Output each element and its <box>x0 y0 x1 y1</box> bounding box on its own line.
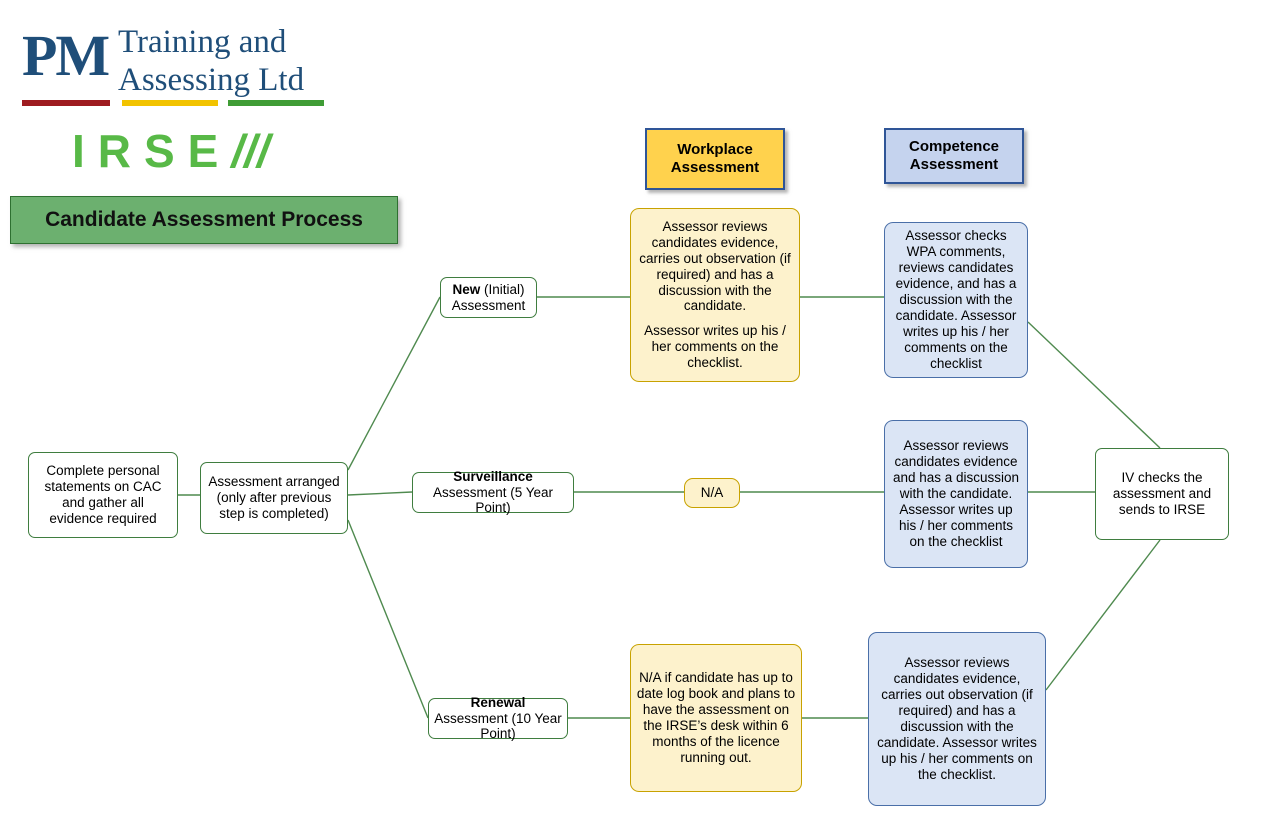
logo-bar-yellow <box>122 100 218 106</box>
logo-line-2: Assessing Ltd <box>118 62 305 98</box>
header-competence-assessment <box>884 128 1024 184</box>
node-wpa-surveillance-na <box>684 478 740 508</box>
header-competence-line1: Competence <box>908 138 1000 156</box>
node-assessment-arranged-text: Assessment arranged (only after previous step is completed) <box>208 474 340 521</box>
node-competence-renewal-text: Assessor reviews candidates evidence, carries out observation (if required) and has a discussion with the candidate. Assessor writes up his / her comments on the checklist. <box>877 655 1037 782</box>
node-wpa-new <box>630 208 800 382</box>
header-competence-line2: Assessment <box>909 156 999 173</box>
logo-line-1: Training and <box>118 24 287 60</box>
header-workplace-line1: Workplace <box>677 141 753 159</box>
node-renewal-label-bold: Renewal <box>470 694 526 710</box>
header-workplace-line2: Assessment <box>670 159 760 176</box>
node-assessment-arranged <box>200 462 348 534</box>
node-renewal-assessment <box>428 694 568 742</box>
node-competence-surveillance-text: Assessor reviews candidates evidence and has a discussion with the candidate. Assessor writes up his / her comments on the checklist <box>892 438 1020 549</box>
node-wpa-new-para2: Assessor writes up his / her comments on the checklist. <box>644 323 786 371</box>
node-new-label-bold: New <box>452 281 481 297</box>
header-workplace-assessment <box>645 128 785 190</box>
logo-bar-green <box>228 100 324 106</box>
node-surveillance-assessment <box>412 468 574 516</box>
page-title: Candidate Assessment Process <box>10 196 398 244</box>
node-wpa-surveillance-text: N/A <box>700 485 724 501</box>
pm-training-logo <box>22 20 332 110</box>
node-renewal-label-rest: Assessment (10 Year Point) <box>434 710 562 742</box>
node-complete-personal-statements <box>28 452 178 538</box>
node-surveillance-label-rest: Assessment (5 Year Point) <box>432 484 554 516</box>
irse-logo-text: IRSE <box>72 125 232 177</box>
node-wpa-new-para1: Assessor reviews candidates evidence, carries out observation (if required) and has a discussion with the candidate. <box>639 218 791 314</box>
node-competence-renewal <box>868 632 1046 806</box>
logo-bar-red <box>22 100 110 106</box>
node-new-label-rest: (Initial) Assessment <box>451 281 526 313</box>
node-iv-checks-text: IV checks the assessment and sends to IRSE <box>1112 470 1212 517</box>
node-complete-personal-statements-text: Complete personal statements on CAC and gather all evidence required <box>44 463 162 526</box>
irse-logo <box>72 124 270 178</box>
node-competence-new-text: Assessor checks WPA comments, reviews candidates evidence, and has a discussion with the candidate. Assessor writes up his / her comments on the checklist <box>895 228 1017 371</box>
node-competence-surveillance <box>884 420 1028 568</box>
node-new-initial-assessment <box>440 277 537 318</box>
node-surveillance-label-bold: Surveillance <box>453 468 533 484</box>
node-iv-checks <box>1095 448 1229 540</box>
node-competence-new <box>884 222 1028 378</box>
irse-logo-slashes: /// <box>231 125 270 177</box>
node-wpa-renewal <box>630 644 802 792</box>
logo-pm-monogram: PM <box>22 23 109 88</box>
node-wpa-renewal-text: N/A if candidate has up to date log book and plans to have the assessment on the IRSE’s desk within 6 months of the licence running out. <box>636 670 796 765</box>
